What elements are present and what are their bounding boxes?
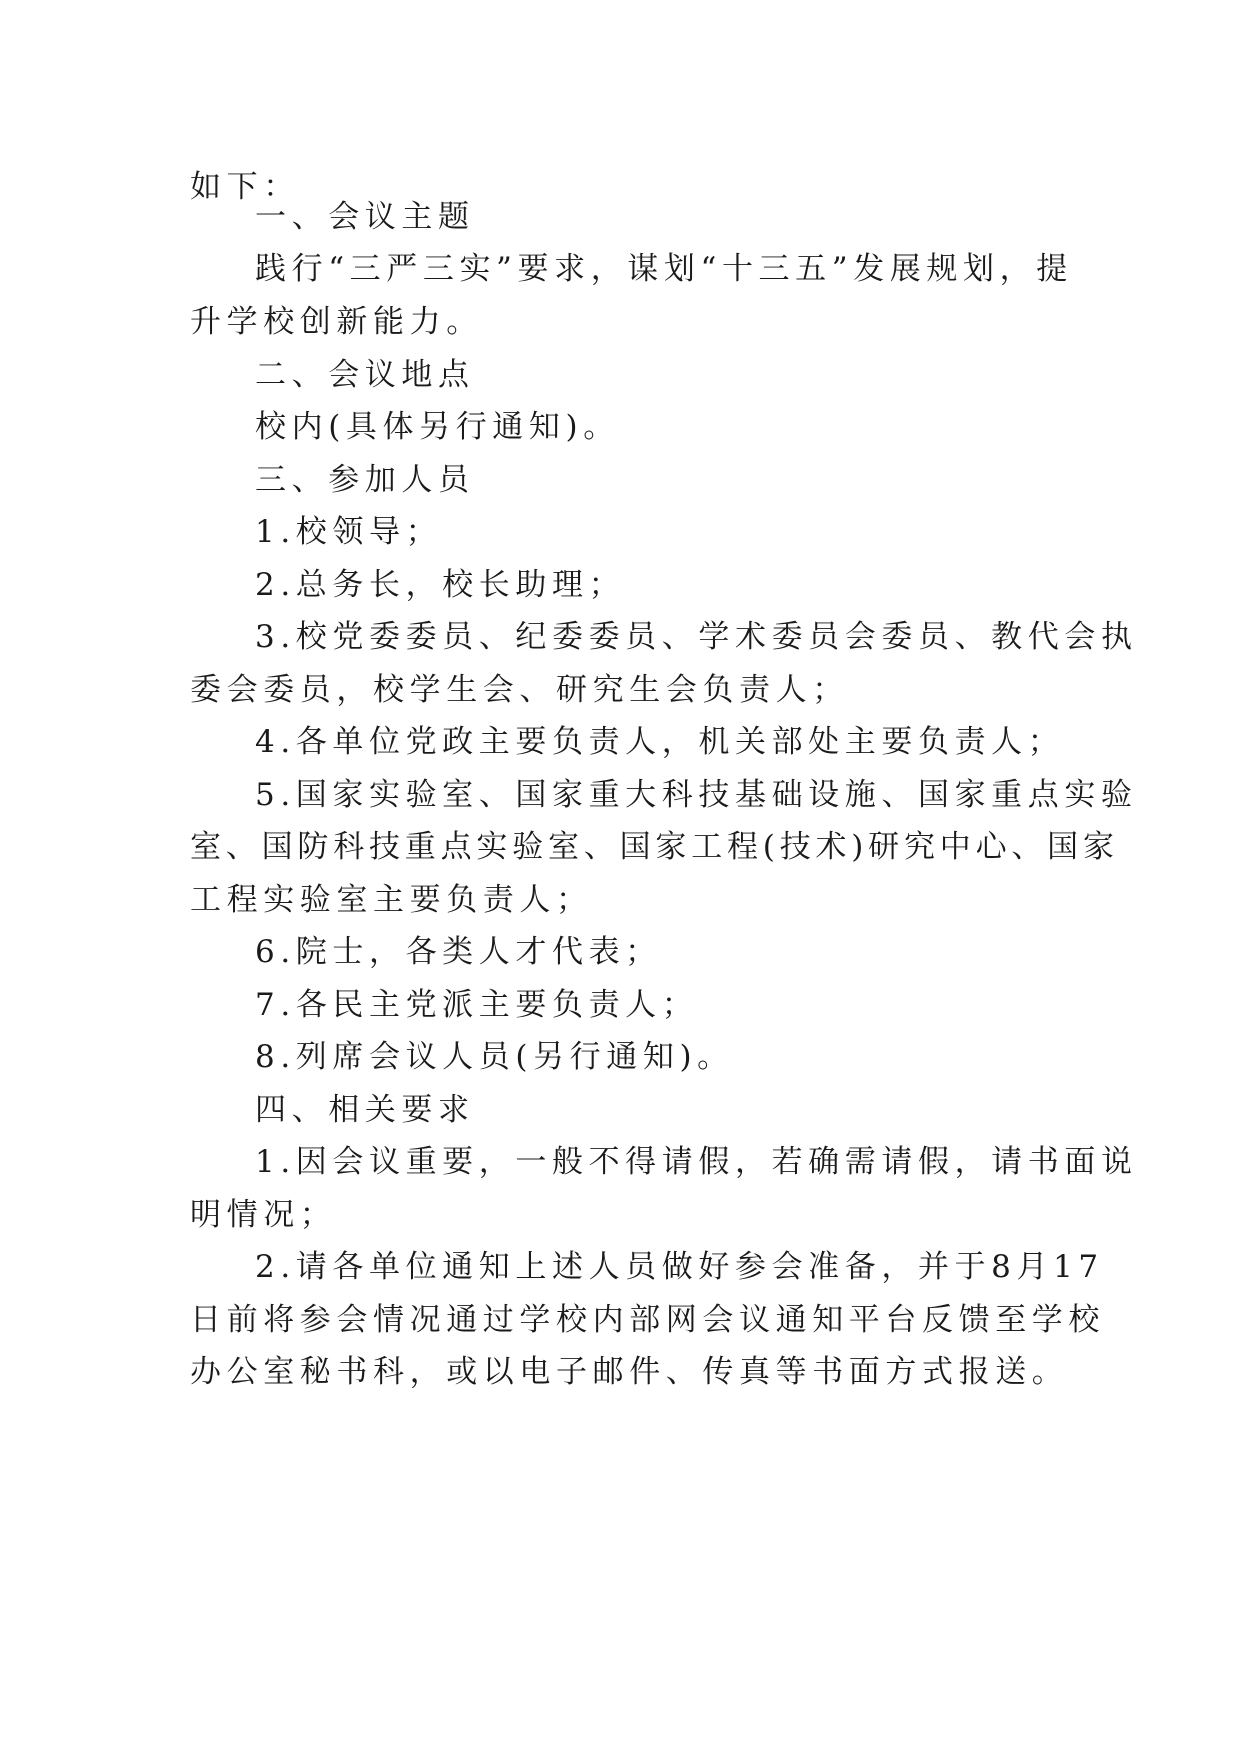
requirement-item-1-line-2: 明情况；: [190, 1197, 337, 1233]
attendee-item-3-line-1: 3.校党委委员、纪委委员、学术委员会委员、教代会执: [255, 619, 1138, 655]
attendee-item-6: 6.院士，各类人才代表；: [255, 934, 662, 970]
requirement-item-2-line-2: 日前将参会情况通过学校内部网会议通知平台反馈至学校: [190, 1302, 1105, 1338]
attendee-item-5-line-3: 工程实验室主要负责人；: [190, 882, 593, 918]
attendee-item-3-line-2: 委会委员，校学生会、研究生会负责人；: [190, 672, 849, 708]
attendee-item-8: 8.列席会议人员(另行通知)。: [255, 1039, 734, 1075]
attendee-item-7: 7.各民主党派主要负责人；: [255, 987, 699, 1023]
attendee-item-5-line-2: 室、国防科技重点实验室、国家工程(技术)研究中心、国家: [190, 829, 1119, 865]
attendee-item-2: 2.总务长，校长助理；: [255, 567, 626, 603]
section-heading-location: 二、会议地点: [255, 357, 475, 393]
attendee-item-4: 4.各单位党政主要负责人，机关部处主要负责人；: [255, 724, 1065, 760]
paragraph-location: 校内(具体另行通知)。: [255, 409, 620, 445]
section-heading-theme: 一、会议主题: [255, 199, 475, 235]
section-heading-attendees: 三、参加人员: [255, 462, 475, 498]
attendee-item-1: 1.校领导；: [255, 514, 443, 550]
requirement-item-2-line-1: 2.请各单位通知上述人员做好参会准备，并于8月17: [255, 1249, 1104, 1285]
requirement-item-1-line-1: 1.因会议重要，一般不得请假，若确需请假，请书面说: [255, 1144, 1138, 1180]
section-heading-requirements: 四、相关要求: [255, 1092, 475, 1128]
attendee-item-5-line-1: 5.国家实验室、国家重大科技基础设施、国家重点实验: [255, 777, 1138, 813]
paragraph-theme-line-1: 践行“三严三实”要求，谋划“十三五”发展规划，提: [255, 251, 1073, 287]
intro-line: 如下：: [190, 169, 300, 205]
requirement-item-2-line-3: 办公室秘书科，或以电子邮件、传真等书面方式报送。: [190, 1354, 1069, 1390]
paragraph-theme-line-2: 升学校创新能力。: [190, 304, 483, 340]
